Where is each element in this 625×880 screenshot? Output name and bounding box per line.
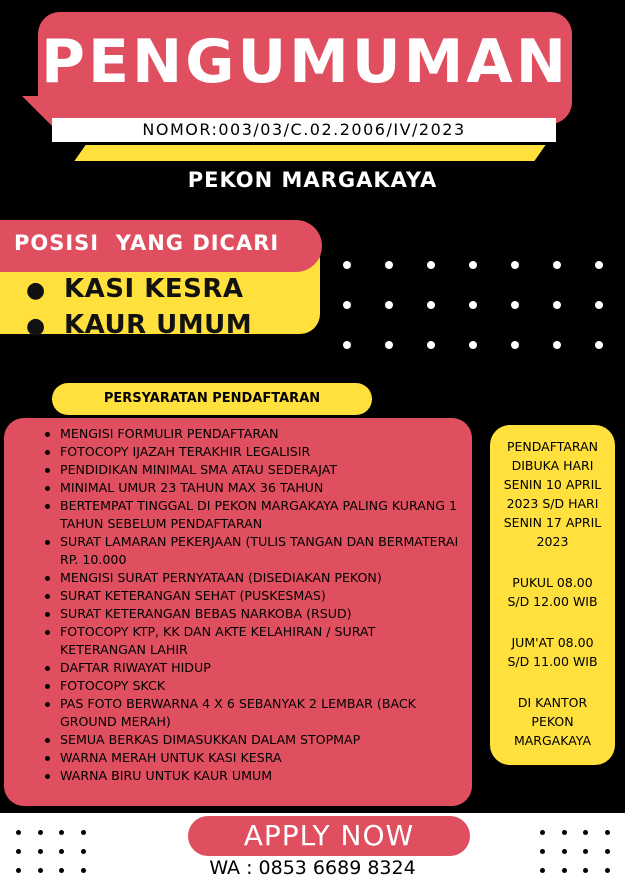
requirements-heading: PERSYARATAN PENDAFTARAN — [52, 383, 372, 415]
weekday-hours-line: S/D 12.00 WIB — [507, 594, 598, 609]
friday-hours-line: S/D 11.00 WIB — [507, 654, 598, 669]
registration-line: SENIN 17 APRIL — [503, 515, 602, 530]
registration-line: SENIN 10 APRIL — [503, 477, 602, 492]
weekday-hours-line: PUKUL 08.00 — [512, 575, 593, 590]
positions-heading: POSISI YANG DICARI — [14, 231, 280, 255]
requirement-item: WARNA BIRU UNTUK KAUR UMUM — [42, 767, 462, 785]
requirement-item: SURAT KETERANGAN BEBAS NARKOBA (RSUD) — [42, 605, 462, 623]
requirement-item: FOTOCOPY IJAZAH TERAKHIR LEGALISIR — [42, 443, 462, 461]
requirement-item: MINIMAL UMUR 23 TAHUN MAX 36 TAHUN — [42, 479, 462, 497]
requirement-item: SURAT KETERANGAN SEHAT (PUSKESMAS) — [42, 587, 462, 605]
apply-now-button[interactable]: APPLY NOW — [188, 816, 470, 856]
requirement-item: BERTEMPAT TINGGAL DI PEKON MARGAKAYA PALING KURANG 1 TAHUN SEBELUM PENDAFTARAN — [42, 497, 462, 533]
requirement-item: DAFTAR RIWAYAT HIDUP — [42, 659, 462, 677]
friday-hours-line: JUM'AT 08.00 — [511, 635, 594, 650]
requirement-item: SEMUA BERKAS DIMASUKKAN DALAM STOPMAP — [42, 731, 462, 749]
requirement-item: FOTOCOPY KTP, KK DAN AKTE KELAHIRAN / SURAT KETERANGAN LAHIR — [42, 623, 462, 659]
requirements-list — [42, 425, 462, 785]
decorative-dot-grid — [343, 245, 603, 340]
positions-list — [26, 272, 252, 344]
requirement-item: FOTOCOPY SKCK — [42, 677, 462, 695]
reference-number: NOMOR:003/03/C.02.2006/IV/2023 — [52, 118, 556, 142]
location-line: MARGAKAYA — [513, 733, 592, 748]
position-item: ● KASI KESRA — [26, 274, 244, 304]
registration-line: 2023 S/D HARI — [506, 496, 599, 511]
position-item: ● KAUR UMUM — [26, 310, 253, 340]
requirement-item: PAS FOTO BERWARNA 4 X 6 SEBANYAK 2 LEMBAR (BACK GROUND MERAH) — [42, 695, 462, 731]
requirement-item: PENDIDIKAN MINIMAL SMA ATAU SEDERAJAT — [42, 461, 462, 479]
registration-line: PENDAFTARAN — [506, 439, 598, 454]
yellow-accent-bar — [74, 145, 545, 161]
requirement-item: WARNA MERAH UNTUK KASI KESRA — [42, 749, 462, 767]
village-name: PEKON MARGAKAYA — [187, 168, 438, 192]
requirement-item: SURAT LAMARAN PEKERJAAN (TULIS TANGAN DAN BERMATERAI RP. 10.000 — [42, 533, 462, 569]
registration-line: 2023 — [536, 534, 569, 549]
requirement-item: MENGISI SURAT PERNYATAAN (DISEDIAKAN PEKON) — [42, 569, 462, 587]
requirement-item: MENGISI FORMULIR PENDAFTARAN — [42, 425, 462, 443]
registration-line: DIBUKA HARI — [511, 458, 594, 473]
location-line: PEKON — [531, 714, 574, 729]
schedule-info-box — [490, 425, 615, 765]
page-title: PENGUMUMAN — [41, 27, 569, 97]
location-line: DI KANTOR — [517, 695, 588, 710]
whatsapp-contact: WA : 0853 6689 8324 — [209, 857, 416, 879]
